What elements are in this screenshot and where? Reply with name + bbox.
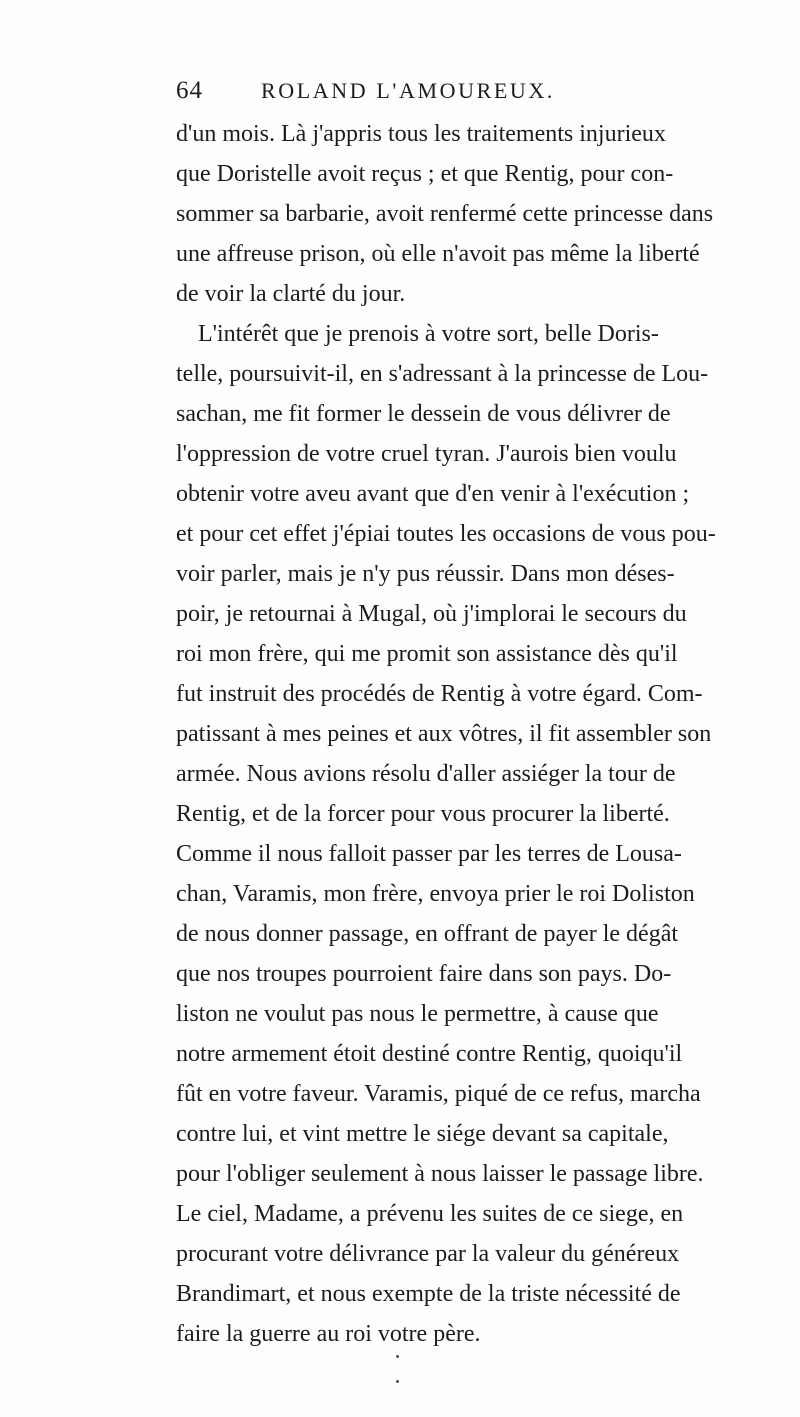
text-line: fut instruit des procédés de Rentig à votre égard. Com- xyxy=(176,681,703,707)
body-text xyxy=(176,114,716,1354)
text-line: roi mon frère, qui me promit son assistance dès qu'il xyxy=(176,641,678,667)
ink-speck xyxy=(396,1380,399,1383)
text-line: d'un mois. Là j'appris tous les traitements injurieux xyxy=(176,121,666,147)
text-line: obtenir votre aveu avant que d'en venir à l'exécution ; xyxy=(176,481,690,507)
ink-speck xyxy=(396,1355,399,1358)
text-line: et pour cet effet j'épiai toutes les occasions de vous pou- xyxy=(176,521,716,547)
running-head xyxy=(176,76,624,106)
text-line: procurant votre délivrance par la valeur du généreux xyxy=(176,1241,680,1267)
text-line: Le ciel, Madame, a prévenu les suites de ce siege, en xyxy=(176,1201,684,1227)
text-line: une affreuse prison, où elle n'avoit pas même la liberté xyxy=(176,241,700,267)
text-line: chan, Varamis, mon frère, envoya prier le roi Doliston xyxy=(176,881,695,907)
text-line: patissant à mes peines et aux vôtres, il fit assembler son xyxy=(176,721,712,747)
page-number: 64 xyxy=(176,77,203,104)
text-line: telle, poursuivit-il, en s'adressant à la princesse de Lou- xyxy=(176,361,709,387)
text-line: L'intérêt que je prenois à votre sort, belle Doris- xyxy=(198,321,659,347)
text-line: que Doristelle avoit reçus ; et que Rentig, pour con- xyxy=(176,161,674,187)
text-line: Brandimart, et nous exempte de la triste nécessité de xyxy=(176,1281,681,1307)
text-line: Rentig, et de la forcer pour vous procurer la liberté. xyxy=(176,801,670,827)
text-line: l'oppression de votre cruel tyran. J'aurois bien voulu xyxy=(176,441,677,467)
text-line: faire la guerre au roi votre père. xyxy=(176,1321,481,1347)
text-line: poir, je retournai à Mugal, où j'implorai le secours du xyxy=(176,601,687,627)
text-line: que nos troupes pourroient faire dans son pays. Do- xyxy=(176,961,672,987)
text-line: notre armement étoit destiné contre Rentig, quoiqu'il xyxy=(176,1041,683,1067)
text-line: de nous donner passage, en offrant de payer le dégât xyxy=(176,921,679,947)
text-line: fût en votre faveur. Varamis, piqué de ce refus, marcha xyxy=(176,1081,701,1107)
text-line: contre lui, et vint mettre le siége devant sa capitale, xyxy=(176,1121,669,1147)
text-line: Comme il nous falloit passer par les terres de Lousa- xyxy=(176,841,682,867)
text-line: sachan, me fit former le dessein de vous délivrer de xyxy=(176,401,671,427)
text-line: pour l'obliger seulement à nous laisser le passage libre. xyxy=(176,1161,704,1187)
running-title: ROLAND L'AMOUREUX. xyxy=(261,78,555,103)
text-line: de voir la clarté du jour. xyxy=(176,281,406,307)
text-line: voir parler, mais je n'y pus réussir. Dans mon déses- xyxy=(176,561,675,587)
text-line: sommer sa barbarie, avoit renfermé cette princesse dans xyxy=(176,201,714,227)
text-line: liston ne voulut pas nous le permettre, à cause que xyxy=(176,1001,659,1027)
text-line: armée. Nous avions résolu d'aller assiéger la tour de xyxy=(176,761,676,787)
